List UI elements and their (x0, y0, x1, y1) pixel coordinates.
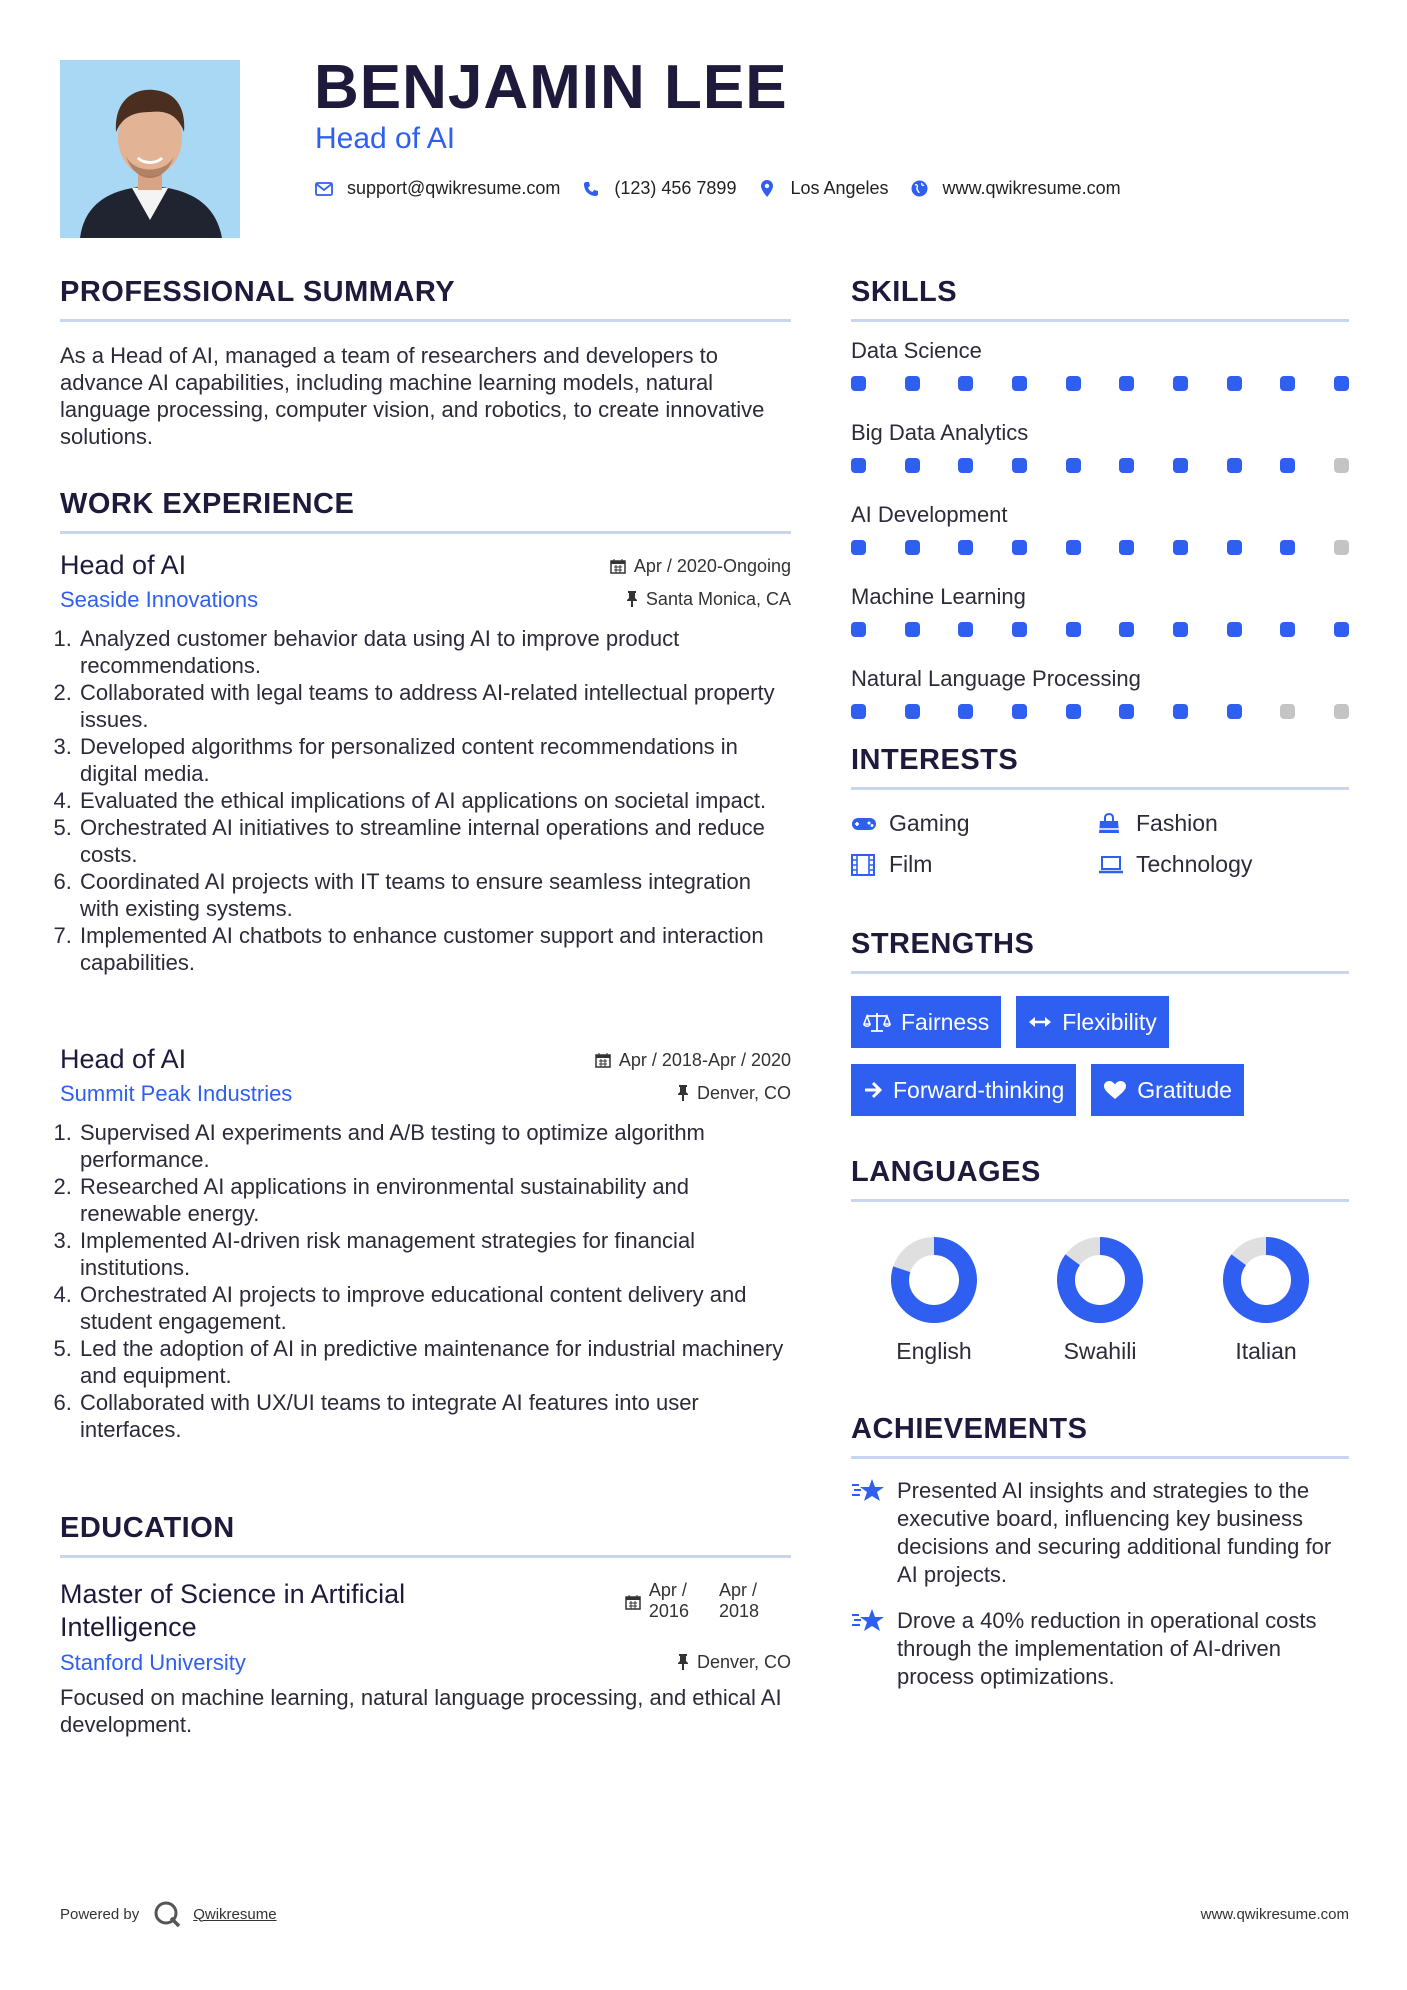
calendar-icon (610, 558, 626, 574)
rating-dot-filled (1119, 458, 1134, 473)
interest-label: Gaming (889, 810, 970, 836)
interest-label: Fashion (1136, 810, 1218, 836)
rating-dot-empty (1280, 704, 1295, 719)
rating-dot-filled (905, 376, 920, 391)
rating-dot-filled (1066, 622, 1081, 637)
language-name: English (896, 1338, 972, 1364)
job-date-text: Apr / 2018-Apr / 2020 (618, 1049, 791, 1070)
list-item: 2. Collaborated with legal teams to address AI-related intellectual property issues. (78, 679, 791, 733)
job-location (677, 1083, 791, 1104)
languages-section (851, 1156, 1349, 1365)
language-donut (1222, 1236, 1310, 1324)
rating-dot-filled (1280, 622, 1295, 637)
interest-item (851, 851, 1098, 878)
globe-icon (911, 180, 929, 198)
list-item: 1. Supervised AI experiments and A/B testing to optimize algorithm performance. (78, 1119, 791, 1173)
skills-section (851, 276, 1349, 719)
contact-location (758, 178, 888, 199)
list-item: 3. Implemented AI-driven risk management strategies for financial institutions. (78, 1227, 791, 1281)
professional-summary-section (60, 276, 791, 450)
rating-dot-empty (1334, 458, 1349, 473)
strength-label: Fairness (901, 1008, 990, 1035)
section-divider (60, 1555, 791, 1558)
rating-dot-filled (851, 622, 866, 637)
envelope-icon (315, 180, 333, 198)
website-text: www.qwikresume.com (942, 178, 1121, 198)
education-section (60, 1512, 791, 1738)
rating-dot-empty (1334, 704, 1349, 719)
rating-dot-filled (1066, 458, 1081, 473)
rating-dot-filled (1012, 376, 1027, 391)
rating-dot-filled (1066, 376, 1081, 391)
rating-dot-filled (905, 458, 920, 473)
achievement-text: Drove a 40% reduction in operational costs through the implementation of AI-driven process optimizations. (897, 1608, 1317, 1689)
experience-heading: WORK EXPERIENCE (60, 488, 355, 520)
rating-dot-filled (1066, 704, 1081, 719)
map-pin-icon (758, 180, 776, 198)
education-heading: EDUCATION (60, 1512, 235, 1544)
skill-item (851, 502, 1349, 555)
rating-dot-filled (1119, 704, 1134, 719)
list-item: 6. Collaborated with UX/UI teams to integrate AI features into user interfaces. (78, 1389, 791, 1443)
candidate-name: BENJAMIN LEE (314, 53, 788, 122)
job-title: Head of AI (60, 550, 187, 580)
rating-dot-filled (1119, 622, 1134, 637)
skill-rating (851, 622, 1349, 637)
rating-dot-filled (851, 540, 866, 555)
school-name: Stanford University (60, 1650, 246, 1675)
rating-dot-filled (851, 376, 866, 391)
laptop-icon (1098, 854, 1124, 876)
section-divider (851, 319, 1349, 322)
job-date-text: Apr / 2020-Ongoing (633, 555, 791, 576)
school-location (677, 1652, 791, 1673)
start-date (649, 1580, 689, 1622)
gamepad-icon (851, 813, 877, 835)
rating-dot-filled (1012, 622, 1027, 637)
rating-dot-filled (958, 376, 973, 391)
strength-label: Gratitude (1137, 1076, 1232, 1103)
interest-item (851, 810, 1098, 837)
skill-rating (851, 376, 1349, 391)
calendar-icon (625, 1594, 641, 1610)
film-icon (851, 854, 877, 876)
language-donut (890, 1236, 978, 1324)
section-divider (851, 971, 1349, 974)
contact-phone[interactable] (582, 178, 736, 199)
achievements-section (851, 1413, 1349, 1691)
calendar-icon (595, 1052, 611, 1068)
rating-dot-filled (1119, 540, 1134, 555)
rating-dot-filled (1119, 376, 1134, 391)
rating-dot-filled (1227, 376, 1242, 391)
rating-dot-filled (851, 704, 866, 719)
rating-dot-filled (1227, 704, 1242, 719)
powered-by-text: Powered by (60, 1905, 140, 1923)
section-divider (851, 787, 1349, 790)
rating-dot-filled (1012, 458, 1027, 473)
skill-name: Natural Language Processing (851, 666, 1141, 691)
list-item: 1. Analyzed customer behavior data using AI to improve product recommendations. (78, 625, 791, 679)
email-text: support@qwikresume.com (347, 178, 561, 198)
contact-email[interactable] (315, 178, 560, 199)
qwikresume-logo-icon (153, 1900, 181, 1928)
skills-heading: SKILLS (851, 276, 958, 308)
work-experience-section (60, 488, 791, 534)
rating-dot-filled (1012, 540, 1027, 555)
education-dates (625, 1580, 759, 1644)
rating-dot-filled (905, 622, 920, 637)
language-name: Swahili (1063, 1338, 1137, 1364)
rating-dot-filled (958, 704, 973, 719)
school-location-text: Denver, CO (696, 1651, 791, 1672)
job-bullets (60, 625, 791, 976)
profile-photo (60, 60, 240, 238)
strength-chip (851, 1064, 1076, 1116)
skill-item (851, 338, 1349, 391)
list-item: 4. Evaluated the ethical implications of AI applications on societal impact. (78, 787, 791, 814)
achievements-heading: ACHIEVEMENTS (851, 1413, 1088, 1445)
degree-line: Master of Science in Artificial (60, 1579, 406, 1609)
language-name: Italian (1235, 1338, 1297, 1364)
rating-dot-filled (958, 458, 973, 473)
achievement-item (851, 1607, 1349, 1691)
skill-name: Data Science (851, 338, 982, 363)
job-date (595, 1050, 791, 1071)
contact-website[interactable] (911, 178, 1121, 199)
job-location-text: Denver, CO (696, 1082, 791, 1103)
phone-icon (582, 180, 600, 198)
company-name: Summit Peak Industries (60, 1081, 293, 1106)
strength-label: Flexibility (1062, 1008, 1157, 1035)
footer-website[interactable]: www.qwikresume.com (1200, 1906, 1349, 1923)
rating-dot-filled (1280, 376, 1295, 391)
interests-heading: INTERESTS (851, 744, 1019, 776)
star-icon (851, 1477, 885, 1507)
rating-dot-filled (1227, 458, 1242, 473)
pushpin-icon (626, 591, 638, 607)
degree-title (60, 1578, 405, 1644)
rating-dot-filled (1227, 540, 1242, 555)
interest-label: Film (889, 851, 933, 877)
job-location-text: Santa Monica, CA (645, 588, 791, 609)
rating-dot-filled (1227, 622, 1242, 637)
strengths-heading: STRENGTHS (851, 928, 1035, 960)
pushpin-icon (677, 1654, 689, 1670)
strength-chip (1016, 996, 1169, 1048)
rating-dot-filled (1173, 622, 1188, 637)
section-divider (60, 319, 791, 322)
balance-scale-icon (863, 1011, 891, 1033)
rating-dot-filled (905, 540, 920, 555)
skill-item (851, 666, 1349, 719)
arrow-right-icon (863, 1080, 883, 1100)
list-item: 2. Researched AI applications in environmental sustainability and renewable energy. (78, 1173, 791, 1227)
languages-heading: LANGUAGES (851, 1156, 1041, 1188)
language-item (1183, 1236, 1349, 1365)
pushpin-icon (677, 1085, 689, 1101)
phone-text: (123) 456 7899 (614, 178, 737, 198)
skill-name: Machine Learning (851, 584, 1026, 609)
heart-icon (1103, 1080, 1127, 1100)
rating-dot-filled (958, 622, 973, 637)
rating-dot-filled (1173, 376, 1188, 391)
rating-dot-filled (958, 540, 973, 555)
end-month: Apr / (718, 1580, 757, 1600)
strength-label: Forward-thinking (893, 1076, 1065, 1103)
footer-branding (60, 1900, 277, 1928)
rating-dot-filled (1334, 622, 1349, 637)
job-location (626, 589, 791, 610)
list-item: 5. Orchestrated AI initiatives to streamline internal operations and reduce costs. (78, 814, 791, 868)
interest-item (1098, 851, 1348, 878)
rating-dot-filled (1280, 458, 1295, 473)
rating-dot-empty (1334, 540, 1349, 555)
language-donut (1056, 1236, 1144, 1324)
section-divider (851, 1199, 1349, 1202)
skill-rating (851, 540, 1349, 555)
candidate-role: Head of AI (315, 122, 456, 155)
skill-name: Big Data Analytics (851, 420, 1029, 445)
rating-dot-filled (851, 458, 866, 473)
skill-name: AI Development (851, 502, 1008, 527)
language-item (851, 1236, 1017, 1365)
summary-heading: PROFESSIONAL SUMMARY (60, 276, 456, 308)
strength-chip (1091, 1064, 1244, 1116)
list-item: 6. Coordinated AI projects with IT teams to ensure seamless integration with existing systems. (78, 868, 791, 922)
start-year: 2016 (648, 1601, 689, 1621)
location-text: Los Angeles (790, 178, 889, 198)
list-item: 3. Developed algorithms for personalized content recommendations in digital media. (78, 733, 791, 787)
achievement-text: Presented AI insights and strategies to the executive board, influencing key business decisions and securing additional funding for AI projects. (897, 1478, 1332, 1587)
job-bullets (60, 1119, 791, 1443)
language-list (851, 1236, 1349, 1365)
contact-bar (315, 178, 1143, 199)
skill-item (851, 584, 1349, 637)
star-icon (851, 1607, 885, 1637)
rating-dot-filled (1173, 458, 1188, 473)
section-divider (60, 531, 791, 534)
rating-dot-filled (1280, 540, 1295, 555)
rating-dot-filled (1012, 704, 1027, 719)
job-entry (60, 1044, 791, 1443)
skill-rating (851, 704, 1349, 719)
rating-dot-filled (1066, 540, 1081, 555)
rating-dot-filled (905, 704, 920, 719)
degree-line: Intelligence (60, 1612, 197, 1642)
interest-label: Technology (1136, 851, 1253, 877)
summary-text: As a Head of AI, managed a team of researchers and developers to advance AI capabilities, including machine learning models, natural language processing, computer vision, and robotics, to create innovative solutions. (60, 343, 765, 449)
job-date (610, 556, 791, 577)
strengths-section (851, 928, 1349, 1116)
interest-item (1098, 810, 1348, 837)
end-date (719, 1580, 759, 1622)
rating-dot-filled (1334, 376, 1349, 391)
rating-dot-filled (1173, 704, 1188, 719)
start-month: Apr / (648, 1580, 687, 1600)
skills-list (851, 338, 1349, 719)
skill-item (851, 420, 1349, 473)
achievement-item (851, 1477, 1349, 1589)
education-description: Focused on machine learning, natural language processing, and ethical AI development. (60, 1685, 782, 1737)
interests-section (851, 744, 1349, 878)
shopping-bag-icon (1098, 813, 1124, 835)
rating-dot-filled (1173, 540, 1188, 555)
company-name: Seaside Innovations (60, 587, 259, 612)
list-item: 4. Orchestrated AI projects to improve educational content delivery and student engagement. (78, 1281, 791, 1335)
language-item (1017, 1236, 1183, 1365)
interests-grid (851, 810, 1349, 878)
list-item: 7. Implemented AI chatbots to enhance customer support and interaction capabilities. (78, 922, 791, 976)
strength-chips (851, 996, 1349, 1116)
strength-chip (851, 996, 1001, 1048)
job-entry (60, 550, 791, 976)
end-year: 2018 (718, 1601, 759, 1621)
section-divider (851, 1456, 1349, 1459)
portrait-image (60, 60, 240, 238)
brand-link[interactable]: Qwikresume (193, 1905, 277, 1923)
arrows-horizontal-icon (1028, 1015, 1052, 1029)
skill-rating (851, 458, 1349, 473)
list-item: 5. Led the adoption of AI in predictive maintenance for industrial machinery and equipment. (78, 1335, 791, 1389)
job-title: Head of AI (60, 1044, 187, 1074)
